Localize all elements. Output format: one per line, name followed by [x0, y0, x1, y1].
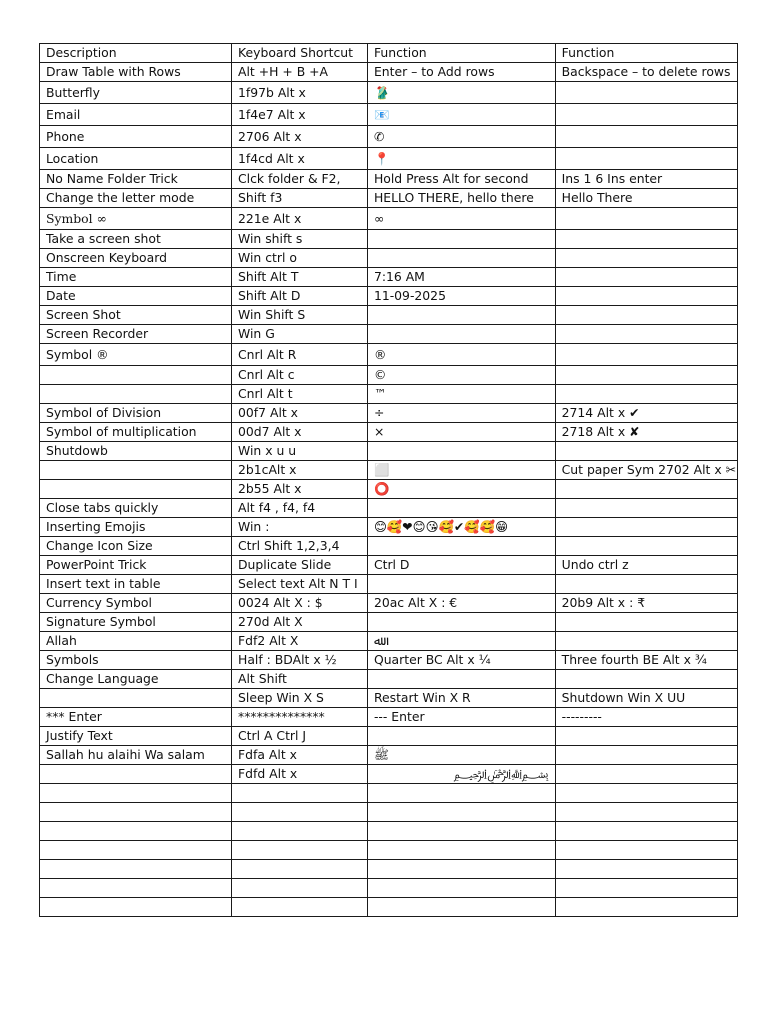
table-header-row	[40, 44, 738, 63]
function-cell: ∞	[367, 208, 555, 230]
shortcut-cell	[232, 879, 368, 898]
shortcut-cell: Shift Alt D	[232, 287, 368, 306]
function-2-cell	[555, 632, 737, 651]
function-cell	[367, 879, 555, 898]
description-cell: Signature Symbol	[40, 613, 232, 632]
description-cell	[40, 860, 232, 879]
function-cell: ⬜	[367, 461, 555, 480]
shortcut-cell: 00f7 Alt x	[232, 404, 368, 423]
function-2-cell	[555, 765, 737, 784]
table-row	[40, 404, 738, 423]
function-2-cell	[555, 325, 737, 344]
table-row	[40, 822, 738, 841]
table-row	[40, 442, 738, 461]
function-cell: Enter – to Add rows	[367, 63, 555, 82]
description-cell	[40, 689, 232, 708]
table-row	[40, 594, 738, 613]
table-row	[40, 306, 738, 325]
description-cell	[40, 803, 232, 822]
description-cell	[40, 366, 232, 385]
function-cell: ﷺ	[367, 746, 555, 765]
table-row	[40, 841, 738, 860]
function-cell: ⭕	[367, 480, 555, 499]
table-row	[40, 898, 738, 917]
shortcut-cell: Cnrl Alt c	[232, 366, 368, 385]
function-cell: ©	[367, 366, 555, 385]
function-cell	[367, 670, 555, 689]
function-cell: 20ac Alt X : €	[367, 594, 555, 613]
function-cell: 11-09-2025	[367, 287, 555, 306]
description-cell: Currency Symbol	[40, 594, 232, 613]
table-row	[40, 727, 738, 746]
shortcut-cell: Alt +H + B +A	[232, 63, 368, 82]
shortcut-cell: 0024 Alt X : $	[232, 594, 368, 613]
function-cell: 📧	[367, 104, 555, 126]
shortcut-cell: 00d7 Alt x	[232, 423, 368, 442]
shortcut-cell	[232, 784, 368, 803]
description-cell: Screen Recorder	[40, 325, 232, 344]
shortcut-cell	[232, 860, 368, 879]
function-cell: 📍	[367, 148, 555, 170]
function-2-cell	[555, 784, 737, 803]
function-2-cell	[555, 537, 737, 556]
function-cell: 7:16 AM	[367, 268, 555, 287]
function-cell	[367, 230, 555, 249]
function-cell: ×	[367, 423, 555, 442]
function-2-cell	[555, 879, 737, 898]
function-cell: ✆	[367, 126, 555, 148]
function-2-cell	[555, 575, 737, 594]
function-cell	[367, 841, 555, 860]
function-2-cell	[555, 287, 737, 306]
shortcut-cell: Cnrl Alt R	[232, 344, 368, 366]
table-row	[40, 879, 738, 898]
function-cell	[367, 325, 555, 344]
table-row	[40, 287, 738, 306]
function-cell	[367, 898, 555, 917]
description-cell	[40, 784, 232, 803]
function-2-cell: Undo ctrl z	[555, 556, 737, 575]
function-2-cell	[555, 230, 737, 249]
description-cell	[40, 461, 232, 480]
function-cell	[367, 442, 555, 461]
table-row	[40, 480, 738, 499]
description-cell: No Name Folder Trick	[40, 170, 232, 189]
function-2-cell	[555, 822, 737, 841]
function-cell	[367, 537, 555, 556]
function-cell	[367, 727, 555, 746]
function-2-cell	[555, 148, 737, 170]
description-cell: Symbol ∞	[40, 208, 232, 230]
table-row	[40, 765, 738, 784]
description-cell: Change the letter mode	[40, 189, 232, 208]
shortcuts-table	[39, 43, 738, 917]
description-cell: Insert text in table	[40, 575, 232, 594]
function-2-cell	[555, 746, 737, 765]
function-2-cell	[555, 344, 737, 366]
table-row	[40, 784, 738, 803]
function-cell: ﷽	[367, 765, 555, 784]
shortcut-cell: 270d Alt X	[232, 613, 368, 632]
function-2-cell	[555, 442, 737, 461]
table-row	[40, 344, 738, 366]
description-cell	[40, 765, 232, 784]
header-keyboard-shortcut: Keyboard Shortcut	[232, 44, 368, 63]
table-row	[40, 104, 738, 126]
shortcut-cell: Fdfa Alt x	[232, 746, 368, 765]
description-cell: Location	[40, 148, 232, 170]
description-cell: Close tabs quickly	[40, 499, 232, 518]
description-cell: Draw Table with Rows	[40, 63, 232, 82]
function-cell	[367, 803, 555, 822]
description-cell: Change Language	[40, 670, 232, 689]
function-2-cell	[555, 385, 737, 404]
shortcut-cell	[232, 822, 368, 841]
table-row	[40, 670, 738, 689]
description-cell	[40, 385, 232, 404]
function-cell	[367, 249, 555, 268]
shortcut-cell: Clck folder & F2,	[232, 170, 368, 189]
function-2-cell	[555, 860, 737, 879]
function-cell: ﷲ	[367, 632, 555, 651]
shortcut-cell: Shift f3	[232, 189, 368, 208]
function-2-cell	[555, 841, 737, 860]
function-cell: --- Enter	[367, 708, 555, 727]
header-function-2: Function	[555, 44, 737, 63]
function-cell: Quarter BC Alt x ¼	[367, 651, 555, 670]
table-row	[40, 537, 738, 556]
description-cell: PowerPoint Trick	[40, 556, 232, 575]
description-cell: Justify Text	[40, 727, 232, 746]
description-cell: Date	[40, 287, 232, 306]
function-cell	[367, 784, 555, 803]
description-cell: Symbol of Division	[40, 404, 232, 423]
function-2-cell	[555, 613, 737, 632]
description-cell	[40, 822, 232, 841]
shortcut-cell: Sleep Win X S	[232, 689, 368, 708]
function-2-cell	[555, 480, 737, 499]
shortcut-cell: 1f4cd Alt x	[232, 148, 368, 170]
table-row	[40, 803, 738, 822]
shortcut-cell: 221e Alt x	[232, 208, 368, 230]
table-body	[40, 63, 738, 917]
description-cell: Time	[40, 268, 232, 287]
function-2-cell	[555, 727, 737, 746]
table-row	[40, 208, 738, 230]
table-row	[40, 575, 738, 594]
shortcut-cell: Win shift s	[232, 230, 368, 249]
shortcut-cell: **************	[232, 708, 368, 727]
function-cell: Restart Win X R	[367, 689, 555, 708]
table-row	[40, 613, 738, 632]
table-row	[40, 325, 738, 344]
shortcut-cell: Half : BDAlt x ½	[232, 651, 368, 670]
table-row	[40, 689, 738, 708]
shortcut-cell: Cnrl Alt t	[232, 385, 368, 404]
shortcut-cell: Fdf2 Alt X	[232, 632, 368, 651]
table-row	[40, 189, 738, 208]
table-row	[40, 126, 738, 148]
shortcut-cell: Win ctrl o	[232, 249, 368, 268]
function-2-cell	[555, 249, 737, 268]
header-description: Description	[40, 44, 232, 63]
function-cell: ™	[367, 385, 555, 404]
table-row	[40, 170, 738, 189]
function-cell	[367, 499, 555, 518]
description-cell: Symbol of multiplication	[40, 423, 232, 442]
description-cell: Symbol ®	[40, 344, 232, 366]
function-2-cell: ---------	[555, 708, 737, 727]
description-cell: Take a screen shot	[40, 230, 232, 249]
table-row	[40, 518, 738, 537]
function-2-cell: Ins 1 6 Ins enter	[555, 170, 737, 189]
table-row	[40, 556, 738, 575]
table-row	[40, 461, 738, 480]
function-cell: Ctrl D	[367, 556, 555, 575]
function-2-cell	[555, 499, 737, 518]
function-2-cell: Three fourth BE Alt x ¾	[555, 651, 737, 670]
function-cell	[367, 613, 555, 632]
description-cell: Email	[40, 104, 232, 126]
function-cell	[367, 822, 555, 841]
shortcut-cell: 1f97b Alt x	[232, 82, 368, 104]
table-row	[40, 230, 738, 249]
function-cell: ÷	[367, 404, 555, 423]
function-2-cell	[555, 126, 737, 148]
shortcut-cell	[232, 898, 368, 917]
function-2-cell	[555, 670, 737, 689]
function-cell	[367, 306, 555, 325]
function-2-cell: Shutdown Win X UU	[555, 689, 737, 708]
shortcut-cell	[232, 803, 368, 822]
description-cell: Sallah hu alaihi Wa salam	[40, 746, 232, 765]
description-cell: *** Enter	[40, 708, 232, 727]
function-2-cell: 2718 Alt x ✘	[555, 423, 737, 442]
description-cell: Symbols	[40, 651, 232, 670]
function-cell	[367, 575, 555, 594]
function-2-cell: Hello There	[555, 189, 737, 208]
function-cell: 🥻	[367, 82, 555, 104]
table-row	[40, 366, 738, 385]
function-2-cell	[555, 104, 737, 126]
function-cell: ®	[367, 344, 555, 366]
description-cell	[40, 879, 232, 898]
shortcut-cell	[232, 841, 368, 860]
shortcut-cell: Win :	[232, 518, 368, 537]
shortcut-cell: 1f4e7 Alt x	[232, 104, 368, 126]
shortcut-cell: 2b1cAlt x	[232, 461, 368, 480]
function-cell: 😊🥰❤😊😘🥰✔🥰🥰😁	[367, 518, 555, 537]
function-2-cell	[555, 366, 737, 385]
table-row	[40, 148, 738, 170]
description-cell: Butterfly	[40, 82, 232, 104]
description-cell: Phone	[40, 126, 232, 148]
shortcut-cell: Shift Alt T	[232, 268, 368, 287]
description-cell: Change Icon Size	[40, 537, 232, 556]
description-cell: Inserting Emojis	[40, 518, 232, 537]
function-2-cell: 2714 Alt x ✔	[555, 404, 737, 423]
function-2-cell: Backspace – to delete rows	[555, 63, 737, 82]
function-cell: HELLO THERE, hello there	[367, 189, 555, 208]
shortcut-cell: Select text Alt N T I	[232, 575, 368, 594]
function-2-cell: Cut paper Sym 2702 Alt x ✂	[555, 461, 737, 480]
function-cell: Hold Press Alt for second	[367, 170, 555, 189]
function-2-cell	[555, 208, 737, 230]
function-cell	[367, 860, 555, 879]
table-row	[40, 746, 738, 765]
shortcut-cell: 2b55 Alt x	[232, 480, 368, 499]
description-cell	[40, 480, 232, 499]
shortcut-cell: Fdfd Alt x	[232, 765, 368, 784]
description-cell: Screen Shot	[40, 306, 232, 325]
shortcut-cell: Win G	[232, 325, 368, 344]
table-row	[40, 423, 738, 442]
table-row	[40, 632, 738, 651]
description-cell: Shutdowb	[40, 442, 232, 461]
shortcut-cell: 2706 Alt x	[232, 126, 368, 148]
table-row	[40, 499, 738, 518]
function-2-cell	[555, 306, 737, 325]
table-row	[40, 860, 738, 879]
table-row	[40, 708, 738, 727]
function-2-cell	[555, 803, 737, 822]
function-2-cell	[555, 898, 737, 917]
shortcut-cell: Duplicate Slide	[232, 556, 368, 575]
shortcut-cell: Alt f4 , f4, f4	[232, 499, 368, 518]
function-2-cell	[555, 268, 737, 287]
table-row	[40, 385, 738, 404]
table-row	[40, 651, 738, 670]
description-cell	[40, 898, 232, 917]
table-row	[40, 268, 738, 287]
shortcut-cell: Ctrl Shift 1,2,3,4	[232, 537, 368, 556]
table-row	[40, 249, 738, 268]
shortcut-cell: Ctrl A Ctrl J	[232, 727, 368, 746]
function-2-cell	[555, 518, 737, 537]
description-cell	[40, 841, 232, 860]
shortcut-cell: Win Shift S	[232, 306, 368, 325]
header-function: Function	[367, 44, 555, 63]
description-cell: Onscreen Keyboard	[40, 249, 232, 268]
function-2-cell	[555, 82, 737, 104]
shortcut-cell: Win x u u	[232, 442, 368, 461]
shortcut-cell: Alt Shift	[232, 670, 368, 689]
description-cell: Allah	[40, 632, 232, 651]
function-2-cell: 20b9 Alt x : ₹	[555, 594, 737, 613]
table-row	[40, 82, 738, 104]
table-row	[40, 63, 738, 82]
